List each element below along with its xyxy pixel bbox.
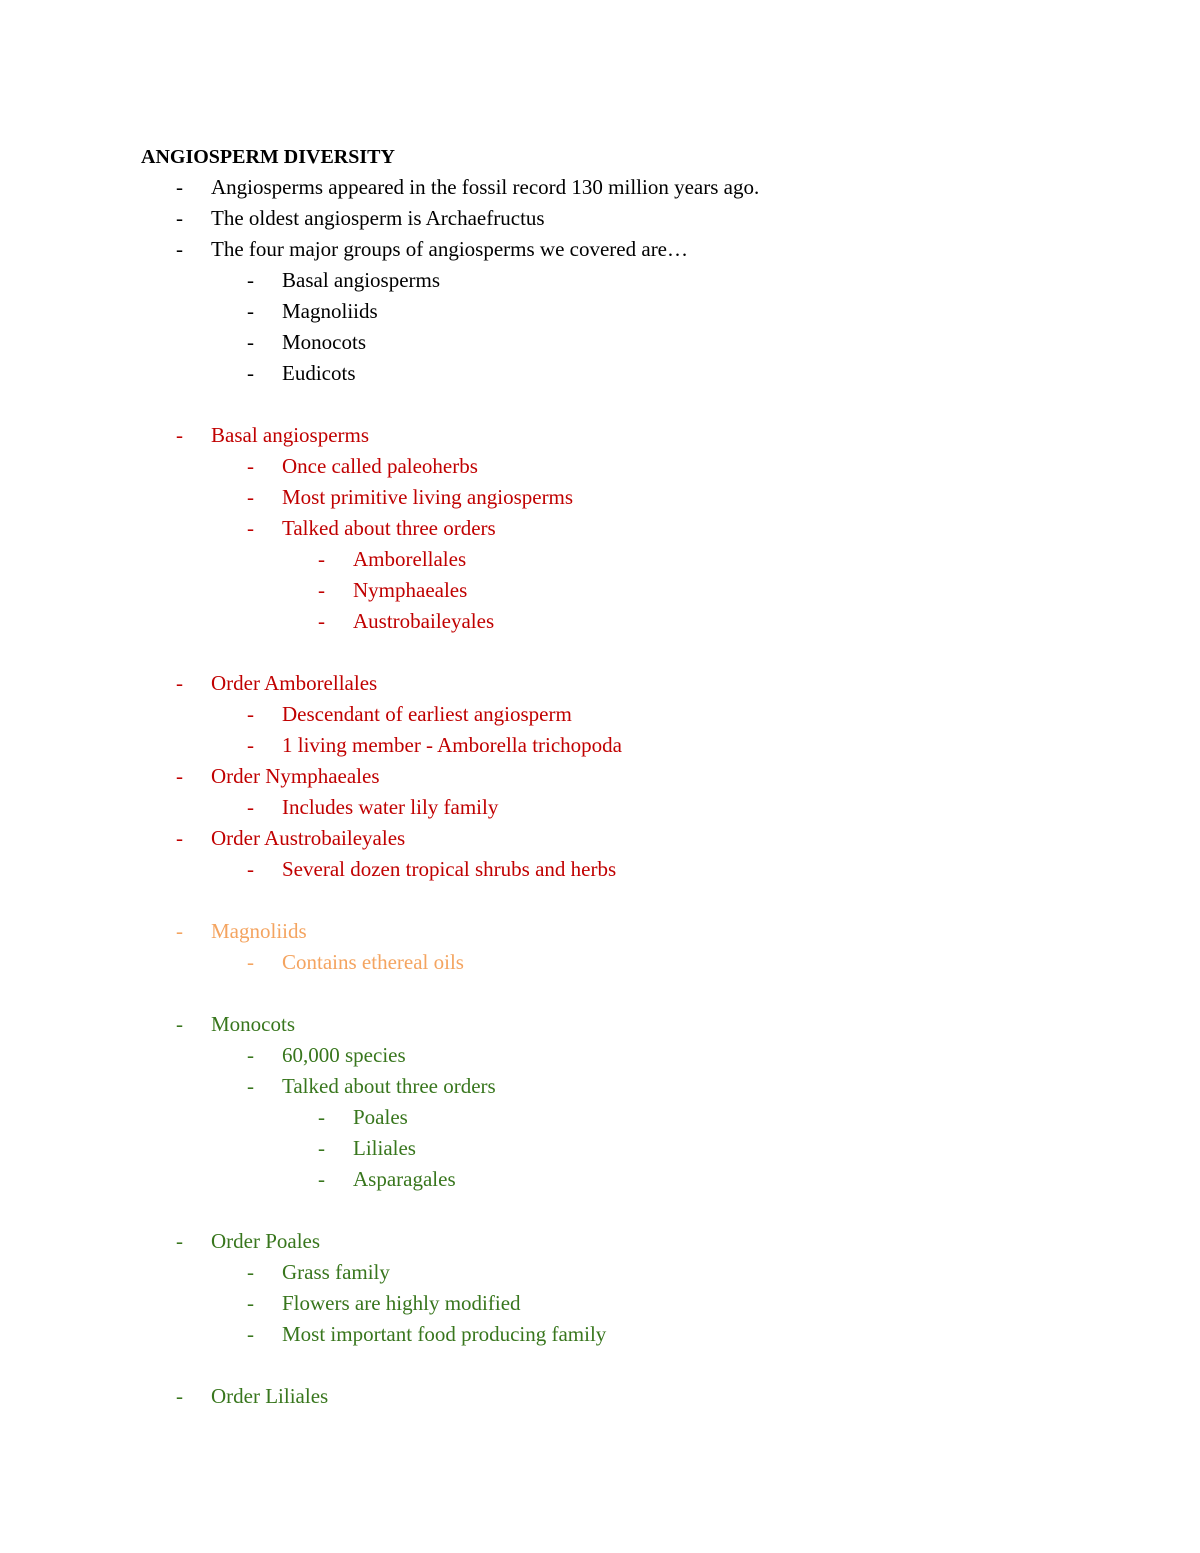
list-item-text: Magnoliids	[211, 919, 307, 943]
bullet-dash: -	[176, 1229, 183, 1253]
bullet-dash: -	[247, 516, 254, 540]
list-item-text: Talked about three orders	[282, 1074, 496, 1098]
bullet-dash: -	[318, 609, 325, 633]
bullet-dash: -	[318, 1167, 325, 1191]
list-item-text: Basal angiosperms	[282, 268, 441, 292]
list-item-text: Order Nymphaeales	[211, 764, 380, 788]
list-item-text: Poales	[353, 1105, 408, 1129]
bullet-dash: -	[247, 1260, 254, 1284]
list-item-text: 1 living member - Amborella trichopoda	[282, 733, 622, 757]
list-item-text: Grass family	[282, 1260, 390, 1284]
bullet-dash: -	[247, 733, 254, 757]
list-item-text: Most primitive living angiosperms	[282, 485, 574, 509]
document-title: ANGIOSPERM DIVERSITY	[141, 146, 395, 168]
list-item-text: Amborellales	[353, 547, 467, 571]
list-item-text: Order Poales	[211, 1229, 321, 1253]
list-item-text: Once called paleoherbs	[282, 454, 478, 478]
list-item-text: Austrobaileyales	[353, 609, 495, 633]
list-item-text: Asparagales	[353, 1167, 456, 1191]
list-item-text: Order Amborellales	[211, 671, 378, 695]
list-item-text: Flowers are highly modified	[282, 1291, 521, 1315]
bullet-dash: -	[176, 423, 183, 447]
bullet-dash: -	[176, 175, 183, 199]
list-item-text: Includes water lily family	[282, 795, 499, 819]
bullet-dash: -	[318, 1136, 325, 1160]
bullet-dash: -	[247, 299, 254, 323]
bullet-dash: -	[247, 1043, 254, 1067]
bullet-dash: -	[247, 454, 254, 478]
bullet-dash: -	[176, 206, 183, 230]
list-item-text: Talked about three orders	[282, 516, 496, 540]
list-item-text: Eudicots	[282, 361, 356, 385]
list-item-text: Monocots	[282, 330, 366, 354]
bullet-dash: -	[318, 578, 325, 602]
list-item-text: Liliales	[353, 1136, 416, 1160]
list-item-text: Angiosperms appeared in the fossil record 130 million years ago.	[211, 175, 760, 199]
list-item-text: The four major groups of angiosperms we covered are…	[211, 237, 689, 261]
bullet-dash: -	[247, 1291, 254, 1315]
bullet-dash: -	[176, 764, 183, 788]
bullet-dash: -	[247, 795, 254, 819]
list-item-text: 60,000 species	[282, 1043, 406, 1067]
bullet-dash: -	[247, 857, 254, 881]
list-item-text: Contains ethereal oils	[282, 950, 464, 974]
list-item-text: The oldest angiosperm is Archaefructus	[211, 206, 545, 230]
bullet-dash: -	[176, 237, 183, 261]
list-item-text: Magnoliids	[282, 299, 378, 323]
bullet-dash: -	[247, 702, 254, 726]
list-item-text: Basal angiosperms	[211, 423, 370, 447]
list-item-text: Order Austrobaileyales	[211, 826, 406, 850]
bullet-dash: -	[176, 1384, 183, 1408]
bullet-dash: -	[318, 1105, 325, 1129]
bullet-dash: -	[247, 1074, 254, 1098]
bullet-dash: -	[247, 361, 254, 385]
bullet-dash: -	[247, 485, 254, 509]
bullet-dash: -	[318, 547, 325, 571]
bullet-dash: -	[247, 1322, 254, 1346]
bullet-dash: -	[247, 330, 254, 354]
list-item-text: Several dozen tropical shrubs and herbs	[282, 857, 617, 881]
bullet-dash: -	[176, 671, 183, 695]
bullet-dash: -	[176, 1012, 183, 1036]
bullet-dash: -	[176, 826, 183, 850]
bullet-dash: -	[247, 268, 254, 292]
bullet-dash: -	[176, 919, 183, 943]
list-item-text: Most important food producing family	[282, 1322, 607, 1346]
list-item-text: Descendant of earliest angiosperm	[282, 702, 572, 726]
bullet-dash: -	[247, 950, 254, 974]
list-item-text: Monocots	[211, 1012, 295, 1036]
list-item-text: Nymphaeales	[353, 578, 468, 602]
list-item-text: Order Liliales	[211, 1384, 329, 1408]
